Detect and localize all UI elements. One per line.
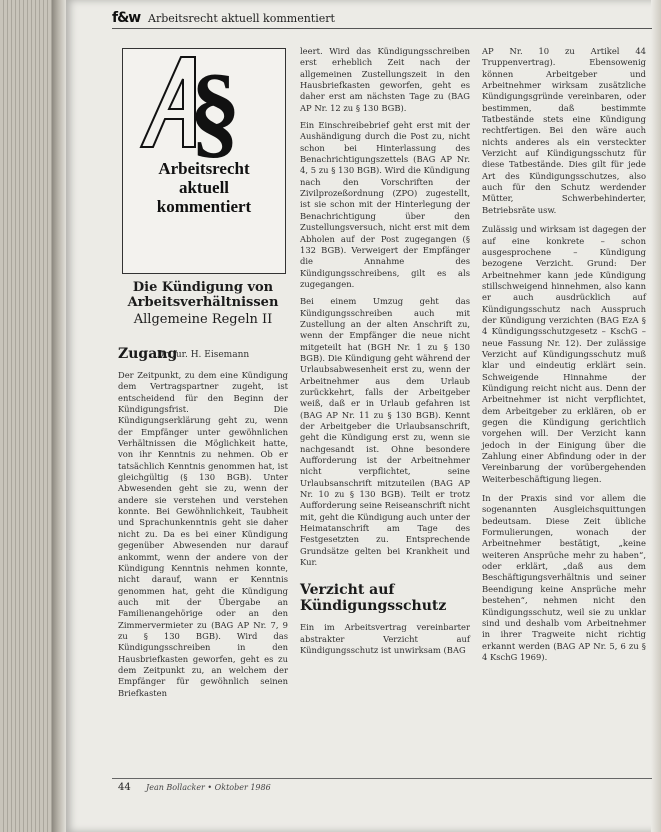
- paragraph: leert. Wird das Kündigungsschreiben erst erheblich Zeit nach der allgemeinen Zustellungszeit in den Hausbriefkasten geworfen, geht es daher erst am nächsten Tage zu (BAG AP Nr. 12 zu § 130 BGB).: [300, 46, 470, 113]
- column-3: [482, 46, 646, 663]
- paragraph: Zulässig und wirksam ist dagegen der auf eine konkrete – schon ausgesprochene – Kündigung bezogene Verzicht. Grund: Der Arbeitnehmer kann jede Kündigung stillschweigend hinnehmen, also kann er auch ausdrücklich auf Kündigungsschutz nach Ausspruch der Kündigung verzichten (BAG EzA § 4 Kündigungsschutzgesetz – KschG – neue Fassung Nr. 12). Der zulässige Verzicht auf Kündigungsschutz muß klar und eindeutig erklärt sein. Schweigende Hinnahme der Kündigung reicht nicht aus. Denn der Arbeitnehmer ist nicht verpflichtet, dem Arbeitgeber zu erklären, ob er gegen die Kündigung gerichtlich vorgehen will. Der Verzicht kann jedoch in der Einigung über die Zahlung einer Abfindung oder in der Vereinbarung der vorübergehenden Weiterbeschäftigung liegen.: [482, 224, 646, 484]
- paragraph: Bei einem Umzug geht das Kündigungsschreiben auch mit Zustellung an der alten Anschrift zu, wenn der Empfänger die neue nicht mitgeteilt hat (BGH Nr. 1 zu § 130 BGB). Die Kündigung geht während der Urlaubsabwesenheit erst zu, wenn der Arbeitnehmer aus dem Urlaub zurückkehrt, falls der Arbeitgeber weiß, daß er in Urlaub gefahren ist (BAG AP Nr. 11 zu § 130 BGB). Kennt der Arbeitgeber die Urlaubsanschrift, geht die Kündigung erst zu, wenn sie nachgesandt ist. Ohne besondere Aufforderung ist der Arbeitnehmer nicht verpflichtet, seine Urlaubsanschrift mitzuteilen (BAG AP Nr. 10 zu § 130 BGB). Teilt er trotz Aufforderung seine Reiseanschrift nicht mit, geht die Kündigung auch unter der Heimatanschrift am Tage des Festgesetzten zu. Entsprechende Grundsätze gelten bei Krankheit und Kur.: [300, 296, 470, 568]
- header-rule: [112, 28, 652, 29]
- section-heading-zugang: Zugang: [118, 346, 178, 362]
- right-binding-shadow: [651, 0, 661, 832]
- article-subtitle: Allgemeine Regeln II: [133, 312, 273, 327]
- running-title: Arbeitsrecht aktuell kommentiert: [148, 12, 335, 25]
- column-name: Arbeitsrecht aktuell kommentiert: [156, 159, 252, 216]
- paragraph: Ein Einschreibebrief geht erst mit der Aushändigung durch die Post zu, nicht schon bei Hinterlassung des Benachrichtigungszettels (BAG AP Nr. 4, 5 zu § 130 BGB). Wird die Kündigung nach den Vorschriften der Zivilprozeßordnung (ZPO) zugestellt, ist sie schon mit der Hinterlegung der Benachrichtigung über den Zustellungsversuch, nicht erst mit dem Abholen auf der Post zugegangen (§ 132 BGB). Verweigert der Empfänger die Annahme des Kündigungsschreibens, gilt es als zugegangen.: [300, 120, 470, 289]
- column-2: [300, 46, 470, 657]
- paragraph: AP Nr. 10 zu Artikel 44 Truppenvertrag). Ebensowenig können Arbeitgeber und Arbeitnehmer wirksam zusätzliche Kündigungsgründe vereinbaren, oder bestimmen, daß bestimmte Tatbestände stets eine Kündigung rechtfertigen. Bei den wäre auch nichts anderes als ein versteckter Verzicht auf Kündigungsschutz für diese Tatbestände. Dies gilt für jede Art des Kündigungsschutzes, also auch für den Schutz werdender Mütter, Schwerbehinderter, Betriebsräte usw.: [482, 46, 646, 215]
- section-heading-verzicht: Verzicht auf Kündigungsschutz: [300, 582, 447, 615]
- paragraph: In der Praxis sind vor allem die sogenannten Ausgleichsquittungen bedeutsam. Diese Zeit übliche Formulierungen, wonach der Arbeitnehmer bestätigt, „keine weiteren Ansprüche mehr zu haben“, oder erklärt, „daß aus dem Beschäftigungsverhältnis und seiner Beendigung keine Ansprüche mehr bestehen“, nehmen nicht den Kündigungsschutz, weil sie zu unklar sind und deshalb vom Arbeitnehmer in ihrer Tragweite nicht richtig erkannt werden (BAG AP Nr. 5, 6 zu § 4 KschG 1969).: [482, 493, 646, 662]
- page-gutter-shadow: [52, 0, 66, 832]
- a-paragraph-logo-icon: [123, 49, 283, 159]
- publication-footer: Jean Bollacker • Oktober 1986: [146, 783, 271, 792]
- article-title: Die Kündigung von Arbeitsverhältnissen: [127, 280, 279, 310]
- author-line: Dr. jur. H. Eisemann: [156, 350, 250, 360]
- running-header: [112, 10, 652, 28]
- column-1: [118, 346, 288, 699]
- publication-logo: f&w: [112, 10, 141, 26]
- page-stack-edges: [0, 0, 52, 832]
- paragraph: Der Zeitpunkt, zu dem eine Kündigung dem Vertragspartner zugeht, ist entscheidend für den Beginn der Kündigungsfrist. Die Kündigungserklärung geht zu, wenn der Empfänger unter gewöhnlichen Verhältnissen die Möglichkeit hatte, von ihr Kenntnis zu nehmen. Ob er tatsächlich Kenntnis genommen hat, ist gleichgültig (§ 130 BGB). Unter Abwesenden geht sie zu, wenn der andere sie verstehen und verstehen konnte. Bei Gewöhnlichkeit, Taubheit und Sprachunkenntnis geht sie daher nicht zu. Da es bei einer Kündigung gegenüber Abwesenden nur darauf ankommt, wenn der andere von der Kündigung Kenntnis nehmen konnte, nicht darauf, wann er Kenntnis genommen hat, geht die Kündigung auch mit der Übergabe an Familienangehörige oder an den Zimmervermieter zu (BAG AP Nr. 7, 9 zu § 130 BGB). Wird das Kündigungsschreiben in den Hausbriefkasten geworfen, geht es zu dem Zeitpunkt zu, an welchem der Empfänger für gewöhnlich seinen Briefkasten: [118, 370, 288, 698]
- column-logo-box: [122, 48, 286, 274]
- page-number: 44: [118, 782, 131, 793]
- paragraph: Ein im Arbeitsvertrag vereinbarter abstrakter Verzicht auf Kündigungsschutz ist unwirksam (BAG: [300, 622, 470, 656]
- svg-text:§: §: [189, 53, 241, 159]
- footer-rule: [112, 778, 652, 779]
